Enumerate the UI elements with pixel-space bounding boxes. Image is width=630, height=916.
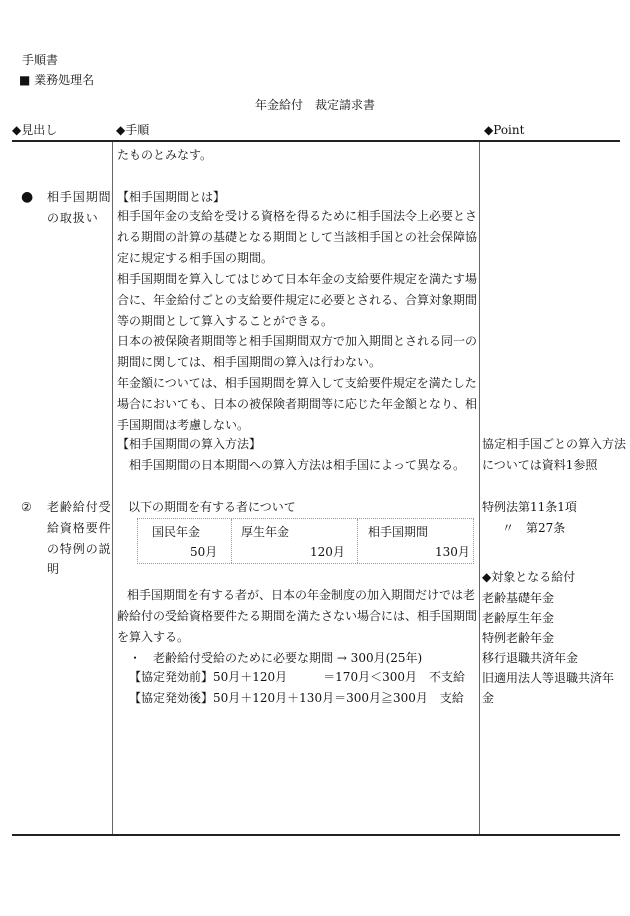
benefit-item: 金 bbox=[482, 691, 495, 705]
procedure-calc: 【協定発効後】50月＋120月＋130月＝300月≧300月 支給 bbox=[129, 691, 464, 705]
section-heading: の取扱い bbox=[47, 211, 99, 225]
procedure-text: 年金額については、相手国期間を算入して支給要件規定を満たした bbox=[117, 376, 477, 391]
procedure-text: 場合においても、日本の被保険者期間等に応じた年金額となり、相 bbox=[117, 397, 478, 412]
column-divider bbox=[479, 142, 480, 835]
period-label: 相手国期間 bbox=[368, 525, 429, 539]
col-point: ◆Point bbox=[484, 123, 525, 137]
period-value: 130月 bbox=[435, 545, 470, 559]
procedure-text: 相手国期間の日本期間への算入方法は相手国によって異なる。 bbox=[129, 458, 466, 472]
benefit-item: 老齢基礎年金 bbox=[482, 591, 555, 605]
procedure-text: 日本の被保険者期間等と相手国期間双方で加入期間とされる同一の bbox=[117, 334, 478, 349]
procedure-text: 定に規定する相手国の期間。 bbox=[117, 250, 274, 265]
procedure-text: 以下の期間を有する者について bbox=[128, 500, 296, 514]
procedure-text: 相手国期間を有する者が、日本の年金制度の加入期間だけでは老 bbox=[127, 588, 476, 602]
procedure-text: を算入する。 bbox=[117, 630, 190, 644]
period-label: 国民年金 bbox=[152, 525, 201, 539]
procedure-text: 相手国期間を算入してはじめて日本年金の支給要件規定を満たす場 bbox=[117, 271, 478, 286]
col-procedure: ◆手順 bbox=[116, 123, 150, 137]
procedure-text: 期間に関しては、相手国期間の算入は行わない。 bbox=[117, 355, 382, 370]
procedure-text: 手国期間は考慮しない。 bbox=[117, 418, 250, 432]
point-text: 協定相手国ごとの算入方法 bbox=[482, 437, 627, 451]
business-label: ■ 業務処理名 bbox=[19, 73, 95, 87]
procedure-text: 合に、年金給付ごとの支給要件規定に必要とされる、合算対象期間 bbox=[117, 292, 478, 307]
section-heading: 明 bbox=[47, 562, 60, 576]
procedure-text: れる期間の計算の基礎となる期間として当該相手国との社会保障協 bbox=[117, 229, 478, 244]
section-heading: 給資格要件 bbox=[47, 521, 112, 535]
procedure-text: 等の期間として算入することができる。 bbox=[117, 313, 334, 328]
procedure-text: ・ 老齢給付受給のために必要な期間 → 300月(25年) bbox=[129, 651, 423, 665]
procedure-subtitle: 【相手国期間とは】 bbox=[117, 190, 226, 204]
benefit-item: 旧適用法人等退職共済年 bbox=[482, 671, 615, 685]
page-title: 年金給付 裁定請求書 bbox=[255, 98, 376, 112]
doc-type: 手順書 bbox=[22, 53, 59, 67]
header-rule bbox=[12, 140, 620, 142]
period-value: 50月 bbox=[190, 545, 218, 559]
point-law: 〃 第27条 bbox=[502, 521, 566, 535]
period-value: 120月 bbox=[310, 545, 345, 559]
procedure-text: 相手国年金の支給を受ける資格を得るために相手国法令上必要とさ bbox=[117, 209, 478, 223]
period-table bbox=[137, 518, 474, 564]
point-text: については資料1参照 bbox=[482, 458, 598, 472]
period-label: 厚生年金 bbox=[241, 525, 290, 539]
procedure-text: たものとみなす。 bbox=[117, 148, 213, 162]
procedure-text: 齢給付の受給資格要件たる期間を満たさない場合には、相手国期間 bbox=[117, 609, 478, 623]
procedure-subtitle: 【相手国期間の算入方法】 bbox=[117, 437, 262, 451]
benefit-item: 移行退職共済年金 bbox=[482, 651, 579, 665]
column-divider bbox=[112, 142, 113, 835]
benefit-item: 特例老齢年金 bbox=[482, 631, 555, 645]
bullet-dot: ● bbox=[21, 189, 34, 205]
footer-rule bbox=[12, 834, 620, 836]
procedure-calc: 【協定発効前】50月＋120月 ＝170月＜300月 不支給 bbox=[129, 670, 465, 684]
point-subtitle: ◆対象となる給付 bbox=[482, 570, 576, 584]
section-heading: の特例の説 bbox=[47, 542, 112, 556]
col-heading: ◆見出し bbox=[12, 123, 58, 137]
bullet-number: ② bbox=[21, 500, 32, 514]
section-heading: 老齢給付受 bbox=[47, 500, 112, 514]
point-law: 特例法第11条1項 bbox=[482, 500, 577, 514]
benefit-item: 老齢厚生年金 bbox=[482, 611, 555, 625]
section-heading: 相手国期間 bbox=[47, 190, 112, 204]
